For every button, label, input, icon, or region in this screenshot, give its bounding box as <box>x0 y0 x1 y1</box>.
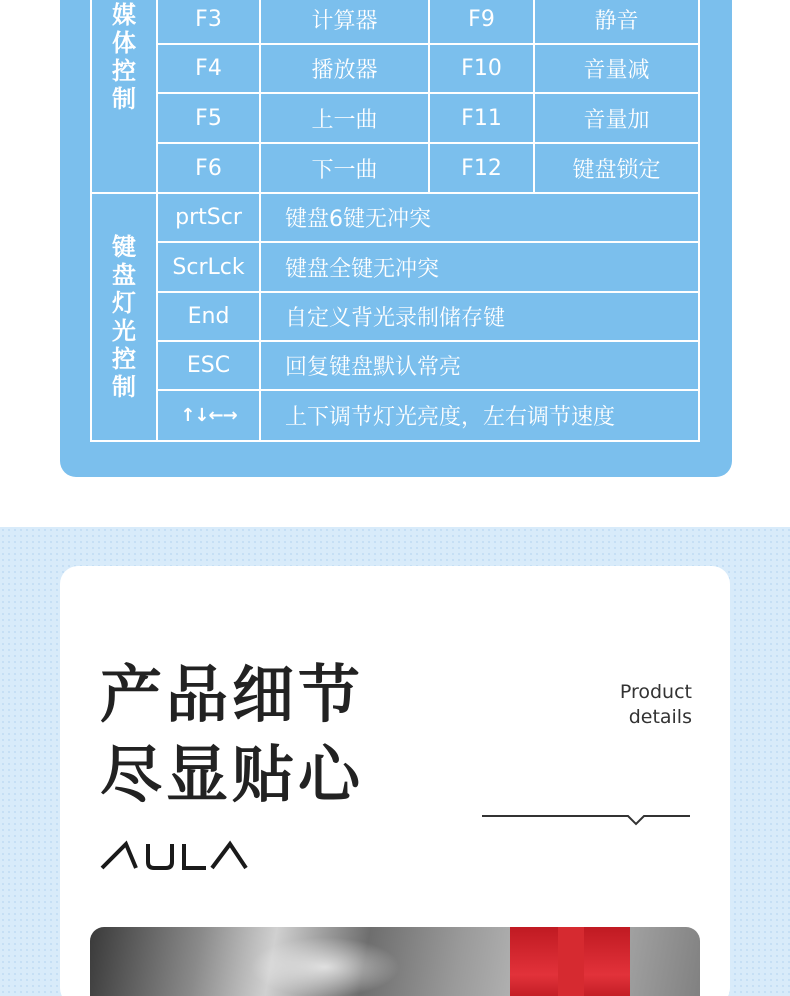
light-key: ScrLck <box>172 254 245 280</box>
aula-logo <box>100 836 250 872</box>
media-key: F5 <box>195 105 222 131</box>
arrow-keys-icon: ↑↓←→ <box>180 405 237 426</box>
label-char: 光 <box>112 317 136 345</box>
label-char: 控 <box>112 57 136 85</box>
media-key: F12 <box>461 155 502 181</box>
english-title-line-1: Product <box>619 681 692 703</box>
headline-line-2: 尽显贴心 <box>100 738 365 811</box>
media-key: F4 <box>195 56 222 81</box>
table-border-right <box>698 0 700 442</box>
media-key: F3 <box>195 7 222 32</box>
label-char: 制 <box>112 373 136 401</box>
label-char: 媒 <box>112 1 136 29</box>
media-key: F11 <box>461 105 502 131</box>
media-control-label <box>92 0 156 118</box>
label-char: 灯 <box>112 289 136 317</box>
media-function: 静音 <box>594 9 639 34</box>
keymap-table <box>90 0 700 442</box>
photo-highlight <box>250 937 400 996</box>
media-function: 音量加 <box>583 107 650 133</box>
light-description: 回复键盘默认常亮 <box>285 355 462 380</box>
light-description: 键盘全键无冲突 <box>285 256 440 282</box>
light-description: 上下调节灯光亮度，左右调节速度 <box>285 405 616 430</box>
headline-line-1: 产品细节 <box>100 658 365 731</box>
english-title <box>620 680 692 730</box>
light-description: 键盘6键无冲突 <box>285 207 431 232</box>
product-photo <box>90 927 700 996</box>
label-char: 控 <box>112 345 136 373</box>
table-border-bottom <box>90 440 700 442</box>
label-char: 键 <box>112 233 136 261</box>
media-key: F6 <box>195 155 222 181</box>
media-function: 音量减 <box>583 58 650 83</box>
light-key: ESC <box>186 353 231 378</box>
red-switch-stem <box>558 927 584 996</box>
divider-chevron-icon <box>480 808 692 828</box>
light-key: End <box>187 304 230 329</box>
media-function: 计算器 <box>311 9 378 34</box>
label-char: 制 <box>112 85 136 113</box>
light-description: 自定义背光录制储存键 <box>285 306 506 331</box>
label-char: 体 <box>112 29 136 57</box>
media-key: F10 <box>461 56 502 81</box>
media-function: 下一曲 <box>311 157 378 183</box>
english-title-line-2: details <box>628 706 692 728</box>
media-function: 上一曲 <box>311 107 378 133</box>
media-function: 播放器 <box>311 58 378 83</box>
light-control-label <box>92 194 156 440</box>
label-char: 盘 <box>112 261 136 289</box>
media-function: 键盘锁定 <box>572 157 661 183</box>
media-key: F9 <box>468 7 495 32</box>
light-key: prtScr <box>175 205 242 230</box>
